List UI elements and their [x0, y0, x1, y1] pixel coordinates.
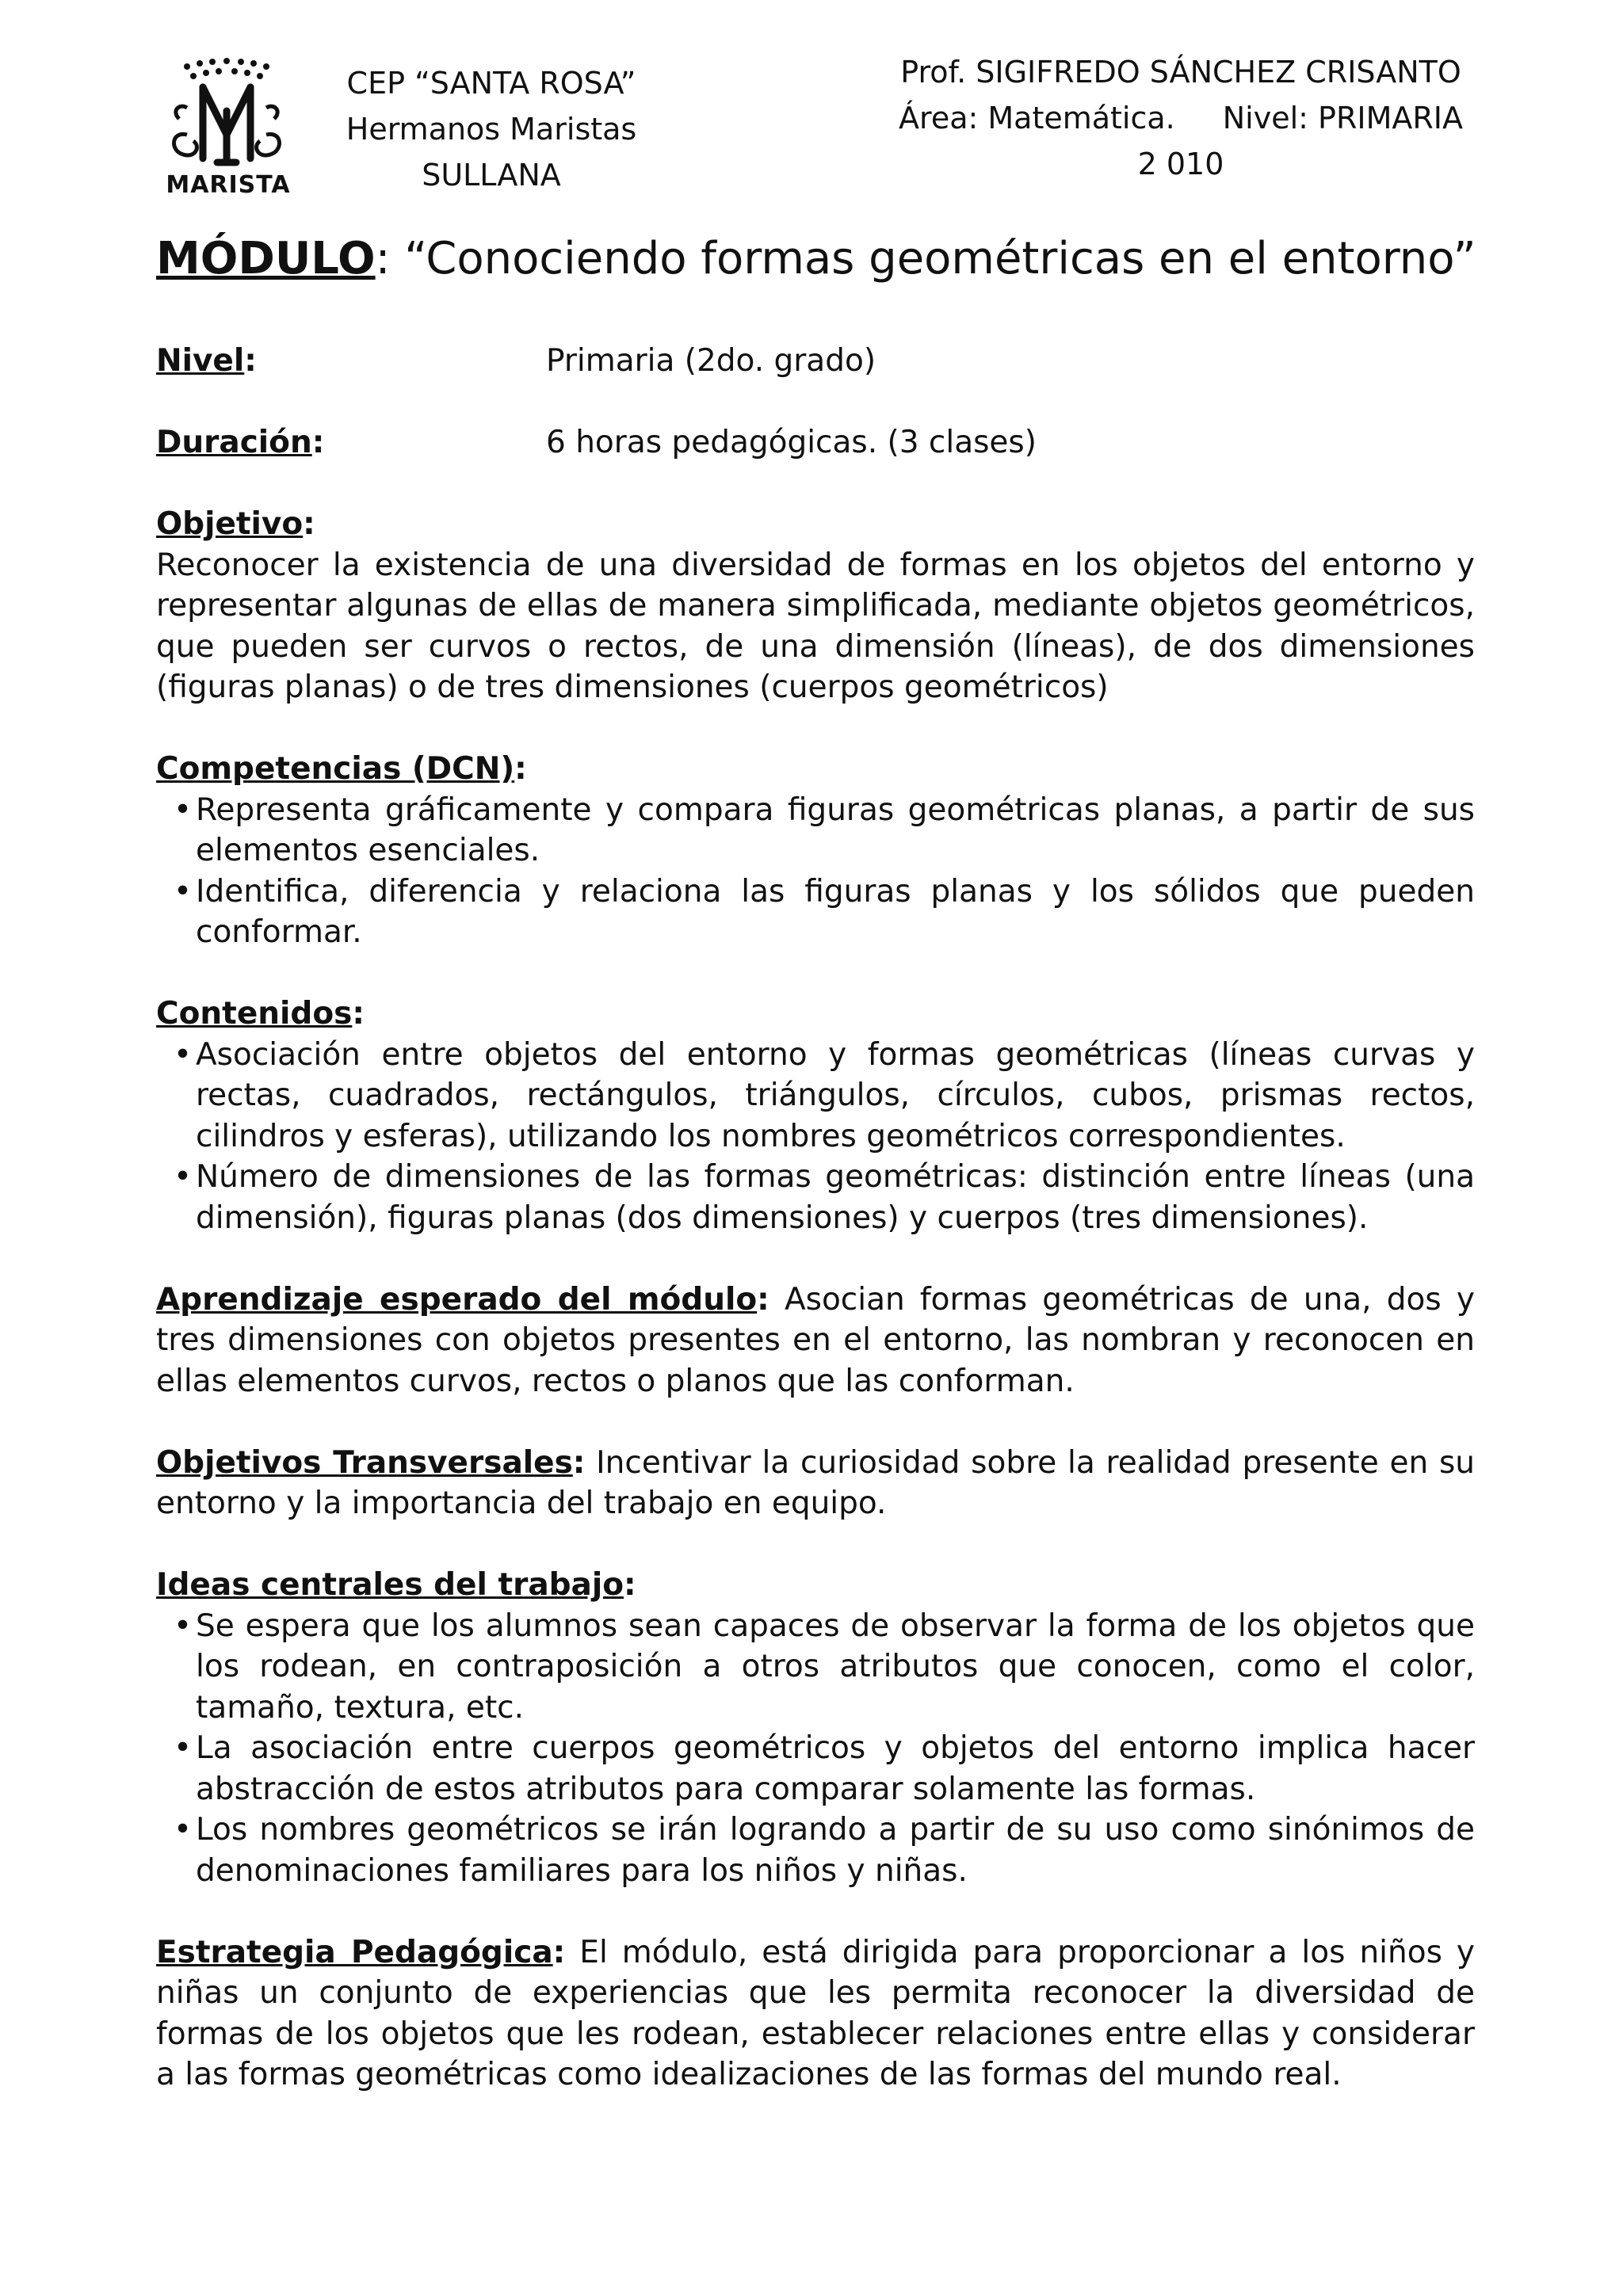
- objetivo-text: Reconocer la existencia de una diversidad de formas en los objetos del entorno y representar algunas de ellas de manera simplificada, mediante objetos geométricos, que pueden ser curvos o rectos, de una dimensión (líneas), de dos dimensiones (figuras planas) o de tres dimensiones (cuerpos geométricos): [156, 547, 1475, 705]
- school-name: CEP “SANTA ROSA”: [346, 66, 636, 101]
- school-congregation: Hermanos Maristas: [346, 112, 637, 147]
- list-item: • La asociación entre cuerpos geométricos y objetos del entorno implica hacer abstracción de estos atributos para comparar solamente las formas.: [156, 1728, 1475, 1810]
- area-label: Área: Matemática.: [899, 101, 1175, 135]
- title-label: MÓDULO: [156, 233, 376, 284]
- list-item: • Representa gráficamente y compara figuras geométricas planas, a partir de sus elementos esenciales.: [156, 790, 1475, 871]
- aprendizaje-label: Aprendizaje esperado del módulo: [156, 1281, 758, 1318]
- ideas-heading: Ideas centrales del trabajo:: [156, 1567, 636, 1603]
- teacher-name: Prof. SIGIFREDO SÁNCHEZ CRISANTO: [900, 55, 1461, 90]
- estrategia-label: Estrategia Pedagógica: [156, 1934, 553, 1970]
- competencias-heading: Competencias (DCN):: [156, 751, 527, 787]
- competencias-list: [156, 790, 1475, 953]
- document-body: [156, 341, 1475, 2096]
- school-block: [317, 60, 666, 198]
- aprendizaje-text: Asocian formas geométricas de una, dos y tres dimensiones con objetos presentes en el entorno, las nombran y reconocen en ellas elementos curvos, rectos o planos que las conforman.: [156, 1281, 1475, 1399]
- aprendizaje-paragraph: Aprendizaje esperado del módulo: Asocian formas geométricas de una, dos y tres dimensiones con objetos presentes en el entorno, las nombran y reconocen en ellas elementos curvos, rectos o planos que las conforman.: [156, 1281, 1475, 1399]
- school-city: SULLANA: [422, 158, 561, 193]
- transversales-label: Objetivos Transversales: [156, 1444, 573, 1481]
- duracion-value: 6 horas pedagógicas. (3 clases): [546, 425, 1037, 460]
- nivel-row: Nivel: Primaria (2do. grado): [156, 341, 1475, 382]
- contenidos-label: Contenidos: [156, 996, 353, 1032]
- duracion-label: Duración: [156, 425, 312, 460]
- nivel-label: Nivel: [156, 343, 245, 379]
- contenidos-list: [156, 1035, 1475, 1239]
- title-text: : “Conociendo formas geométricas en el entorno”: [375, 233, 1476, 284]
- page-title: [156, 233, 1503, 284]
- transversales-text: Incentivar la curiosidad sobre la realidad presente en su entorno y la importancia del trabajo en equipo.: [156, 1444, 1475, 1521]
- transversales-paragraph: Objetivos Transversales: Incentivar la curiosidad sobre la realidad presente en su entorno y la importancia del trabajo en equipo.: [156, 1444, 1475, 1521]
- estrategia-paragraph: Estrategia Pedagógica: El módulo, está dirigida para proporcionar a los niños y niñas un conjunto de experiencias que les permita reconocer la diversidad de formas de los objetos que les rodean, establecer relaciones entre ellas y considerar a las formas geométricas como idealizaciones de las formas del mundo real.: [156, 1934, 1475, 2092]
- competencias-label: Competencias (DCN): [156, 751, 515, 787]
- level-label: Nivel: PRIMARIA: [1222, 101, 1463, 135]
- ideas-label: Ideas centrales del trabajo: [156, 1567, 624, 1603]
- year-label: 2 010: [1137, 147, 1224, 181]
- list-item: • Se espera que los alumnos sean capaces de observar la forma de los objetos que los rodean, en contraposición a otros atributos que conocen, como el color, tamaño, textura, etc.: [156, 1606, 1475, 1729]
- list-item: • Los nombres geométricos se irán logrando a partir de su uso como sinónimos de denominaciones familiares para los niños y niñas.: [156, 1810, 1475, 1891]
- list-item: • Asociación entre objetos del entorno y formas geométricas (líneas curvas y rectas, cuadrados, rectángulos, triángulos, círculos, cubos, prismas rectos, cilindros y esferas), utilizando los nombres geométricos correspondientes.: [156, 1035, 1475, 1158]
- nivel-value: Primaria (2do. grado): [546, 343, 876, 379]
- estrategia-text: El módulo, está dirigida para proporcionar a los niños y niñas un conjunto de experiencias que les permita reconocer la diversidad de formas de los objetos que les rodean, establecer relaciones entre ellas y considerar a las formas geométricas como idealizaciones de las formas del mundo real.: [156, 1934, 1475, 2092]
- contenidos-heading: Contenidos:: [156, 996, 365, 1032]
- area-level-line: [824, 95, 1537, 141]
- list-item: • Número de dimensiones de las formas geométricas: distinción entre líneas (una dimensión), figuras planas (dos dimensiones) y cuerpos (tres dimensiones).: [156, 1157, 1475, 1238]
- objetivo-heading: Objetivo:: [156, 506, 315, 542]
- list-item: • Identifica, diferencia y relaciona las figuras planas y los sólidos que pueden conformar.: [156, 871, 1475, 953]
- ideas-list: [156, 1606, 1475, 1892]
- duracion-row: Duración: 6 horas pedagógicas. (3 clases): [156, 422, 1475, 463]
- teacher-block: [824, 49, 1537, 187]
- logo-text: MARISTA: [166, 171, 291, 199]
- objetivo-label: Objetivo: [156, 506, 304, 542]
